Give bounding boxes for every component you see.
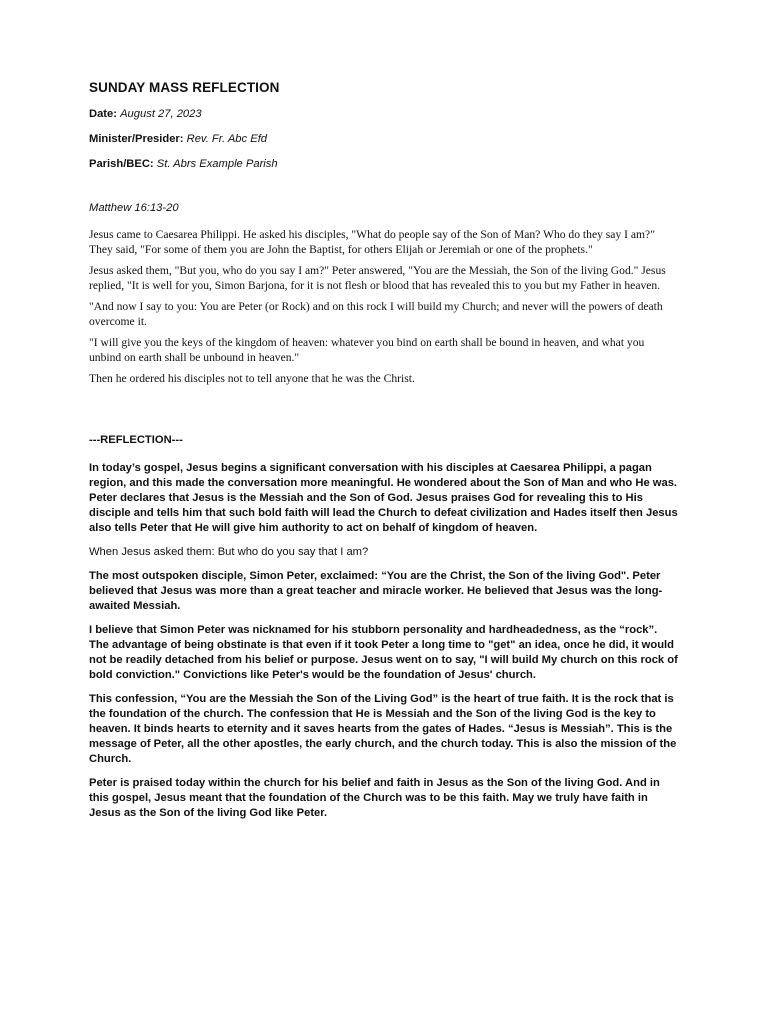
- reflection-paragraph: When Jesus asked them: But who do you say that I am?: [89, 546, 369, 558]
- reflection-paragraph: Peter is praised today within the church for his belief and faith in Jesus as the Son of the living God. And in this gospel, Jesus meant that the foundation of the Church was to be this faith. May we truly have faith in Jesus as the Son of the living God like Peter.: [89, 777, 660, 819]
- scripture-paragraph: Jesus came to Caesarea Philippi. He asked his disciples, "What do people say of the Son of Man? Who do they say I am?" They said, "For some of them you are John the Baptist, for others Elijah or Jeremiah or one of the prophets.": [89, 228, 655, 256]
- reflection-paragraph: I believe that Simon Peter was nicknamed for his stubborn personality and hardheadedness, as the “rock”. The advantage of being obstinate is that even if it took Peter a long time to "get" an idea, once he did, it would not be readily detached from his belief or purpose. Jesus went on to say, "I will build My church on this rock of bold conviction." Convictions like Peter's would be the foundation of Jesus' church.: [89, 624, 678, 681]
- parish-line: [89, 158, 679, 171]
- scripture-paragraph: "And now I say to you: You are Peter (or Rock) and on this rock I will build my Church; and never will the powers of death overcome it.: [89, 300, 663, 328]
- reflection-body: [89, 461, 679, 821]
- scripture-paragraph: Jesus asked them, "But you, who do you say I am?" Peter answered, "You are the Messiah, the Son of the living God." Jesus replied, "It is well for you, Simon Barjona, for it is not flesh or blood that has revealed this to you but my Father in heaven.: [89, 264, 666, 292]
- document-page: [89, 80, 679, 830]
- reflection-paragraph: This confession, “You are the Messiah the Son of the Living God” is the heart of true faith. It is the rock that is the foundation of the church. The confession that He is Messiah and the Son of the living God is the key to heaven. It binds hearts to eternity and it saves hearts from the gates of Hades. “Jesus is Messiah”. This is the message of Peter, all the other apostles, the early church, and the church today. This is also the mission of the Church.: [89, 693, 677, 765]
- document-title: SUNDAY MASS REFLECTION: [89, 80, 280, 95]
- minister-value: Rev. Fr. Abc Efd: [186, 133, 268, 145]
- parish-value: St. Abrs Example Parish: [156, 158, 278, 170]
- minister-label: Minister/Presider:: [89, 133, 184, 145]
- date-label: Date:: [89, 108, 117, 120]
- reflection-paragraph: The most outspoken disciple, Simon Peter, exclaimed: “You are the Christ, the Son of the living God". Peter believed that Jesus was more than a great teacher and miracle worker. He believed that Jesus was the long-awaited Messiah.: [89, 570, 663, 612]
- reflection-heading: ---REFLECTION---: [89, 434, 183, 446]
- scripture-citation: Matthew 16:13-20: [89, 202, 179, 214]
- minister-line: [89, 133, 679, 146]
- date-line: [89, 108, 679, 121]
- scripture-passage: [89, 227, 679, 386]
- scripture-paragraph: "I will give you the keys of the kingdom of heaven: whatever you bind on earth shall be bound in heaven, and what you unbind on earth shall be unbound in heaven.": [89, 336, 645, 364]
- scripture-paragraph: Then he ordered his disciples not to tell anyone that he was the Christ.: [89, 372, 415, 385]
- parish-label: Parish/BEC:: [89, 158, 154, 170]
- date-value: August 27, 2023: [120, 108, 202, 120]
- reflection-paragraph: In today’s gospel, Jesus begins a significant conversation with his disciples at Caesarea Philippi, a pagan region, and this made the conversation more meaningful. He wondered about the Son of Man and who He was. Peter declares that Jesus is the Messiah and the Son of God. Jesus praises God for revealing this to His disciple and tells him that such bold faith will lead the Church to defeat civilization and Hades itself then Jesus also tells Peter that He will give him authority to act on behalf of kingdom of heaven.: [89, 462, 678, 534]
